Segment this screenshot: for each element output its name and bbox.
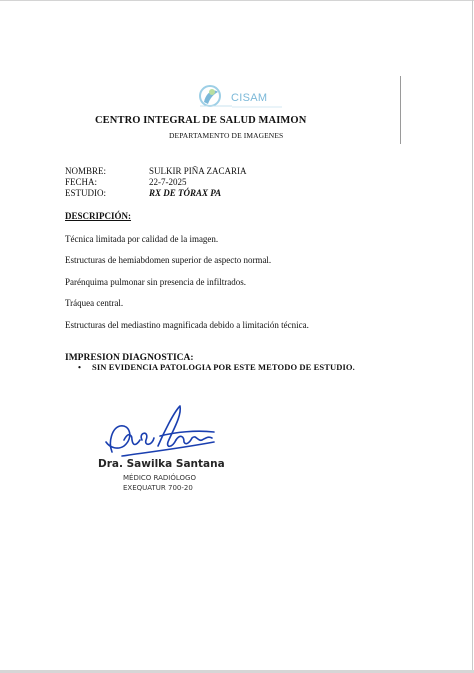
- date-label: FECHA:: [65, 177, 98, 187]
- signatory-license: EXEQUATUR 700-20: [123, 484, 193, 492]
- study-label: ESTUDIO:: [65, 188, 106, 198]
- signatory-name: Dra. Sawilka Santana: [98, 458, 225, 470]
- description-paragraph: Parénquima pulmonar sin presencia de infiltrados.: [65, 277, 246, 287]
- handwritten-signature-icon: [98, 402, 220, 462]
- description-paragraph: Técnica limitada por calidad de la imagen.: [65, 234, 219, 244]
- description-paragraph: Estructuras de hemiabdomen superior de aspecto normal.: [65, 255, 272, 265]
- description-paragraph: Tráquea central.: [65, 298, 124, 308]
- department-subtitle: DEPARTAMENTO DE IMAGENES: [169, 131, 284, 140]
- date-value: 22-7-2025: [149, 177, 187, 187]
- impression-list: [78, 362, 355, 372]
- impression-item-text: SIN EVIDENCIA PATOLOGIA POR ESTE METODO DE ESTUDIO.: [92, 362, 355, 372]
- study-value: RX DE TÓRAX PA: [149, 188, 222, 198]
- impression-heading: IMPRESION DIAGNOSTICA:: [65, 353, 194, 363]
- page-top-edge: [0, 0, 474, 1]
- impression-item: [78, 362, 355, 372]
- name-label: NOMBRE:: [65, 166, 107, 176]
- description-heading: DESCRIPCIÓN:: [65, 211, 132, 221]
- logo-text: CISAM: [231, 92, 268, 104]
- signatory-role: MÉDICO RADIÓLOGO: [123, 474, 196, 482]
- center-title: CENTRO INTEGRAL DE SALUD MAIMON: [95, 115, 307, 126]
- page-right-edge: [472, 0, 473, 673]
- name-value: SULKIR PIÑA ZACARIA: [149, 166, 247, 176]
- description-paragraph: Estructuras del mediastino magnificada debido a limitación técnica.: [65, 320, 309, 330]
- margin-rule: [400, 76, 401, 144]
- bullet-icon: •: [78, 362, 82, 372]
